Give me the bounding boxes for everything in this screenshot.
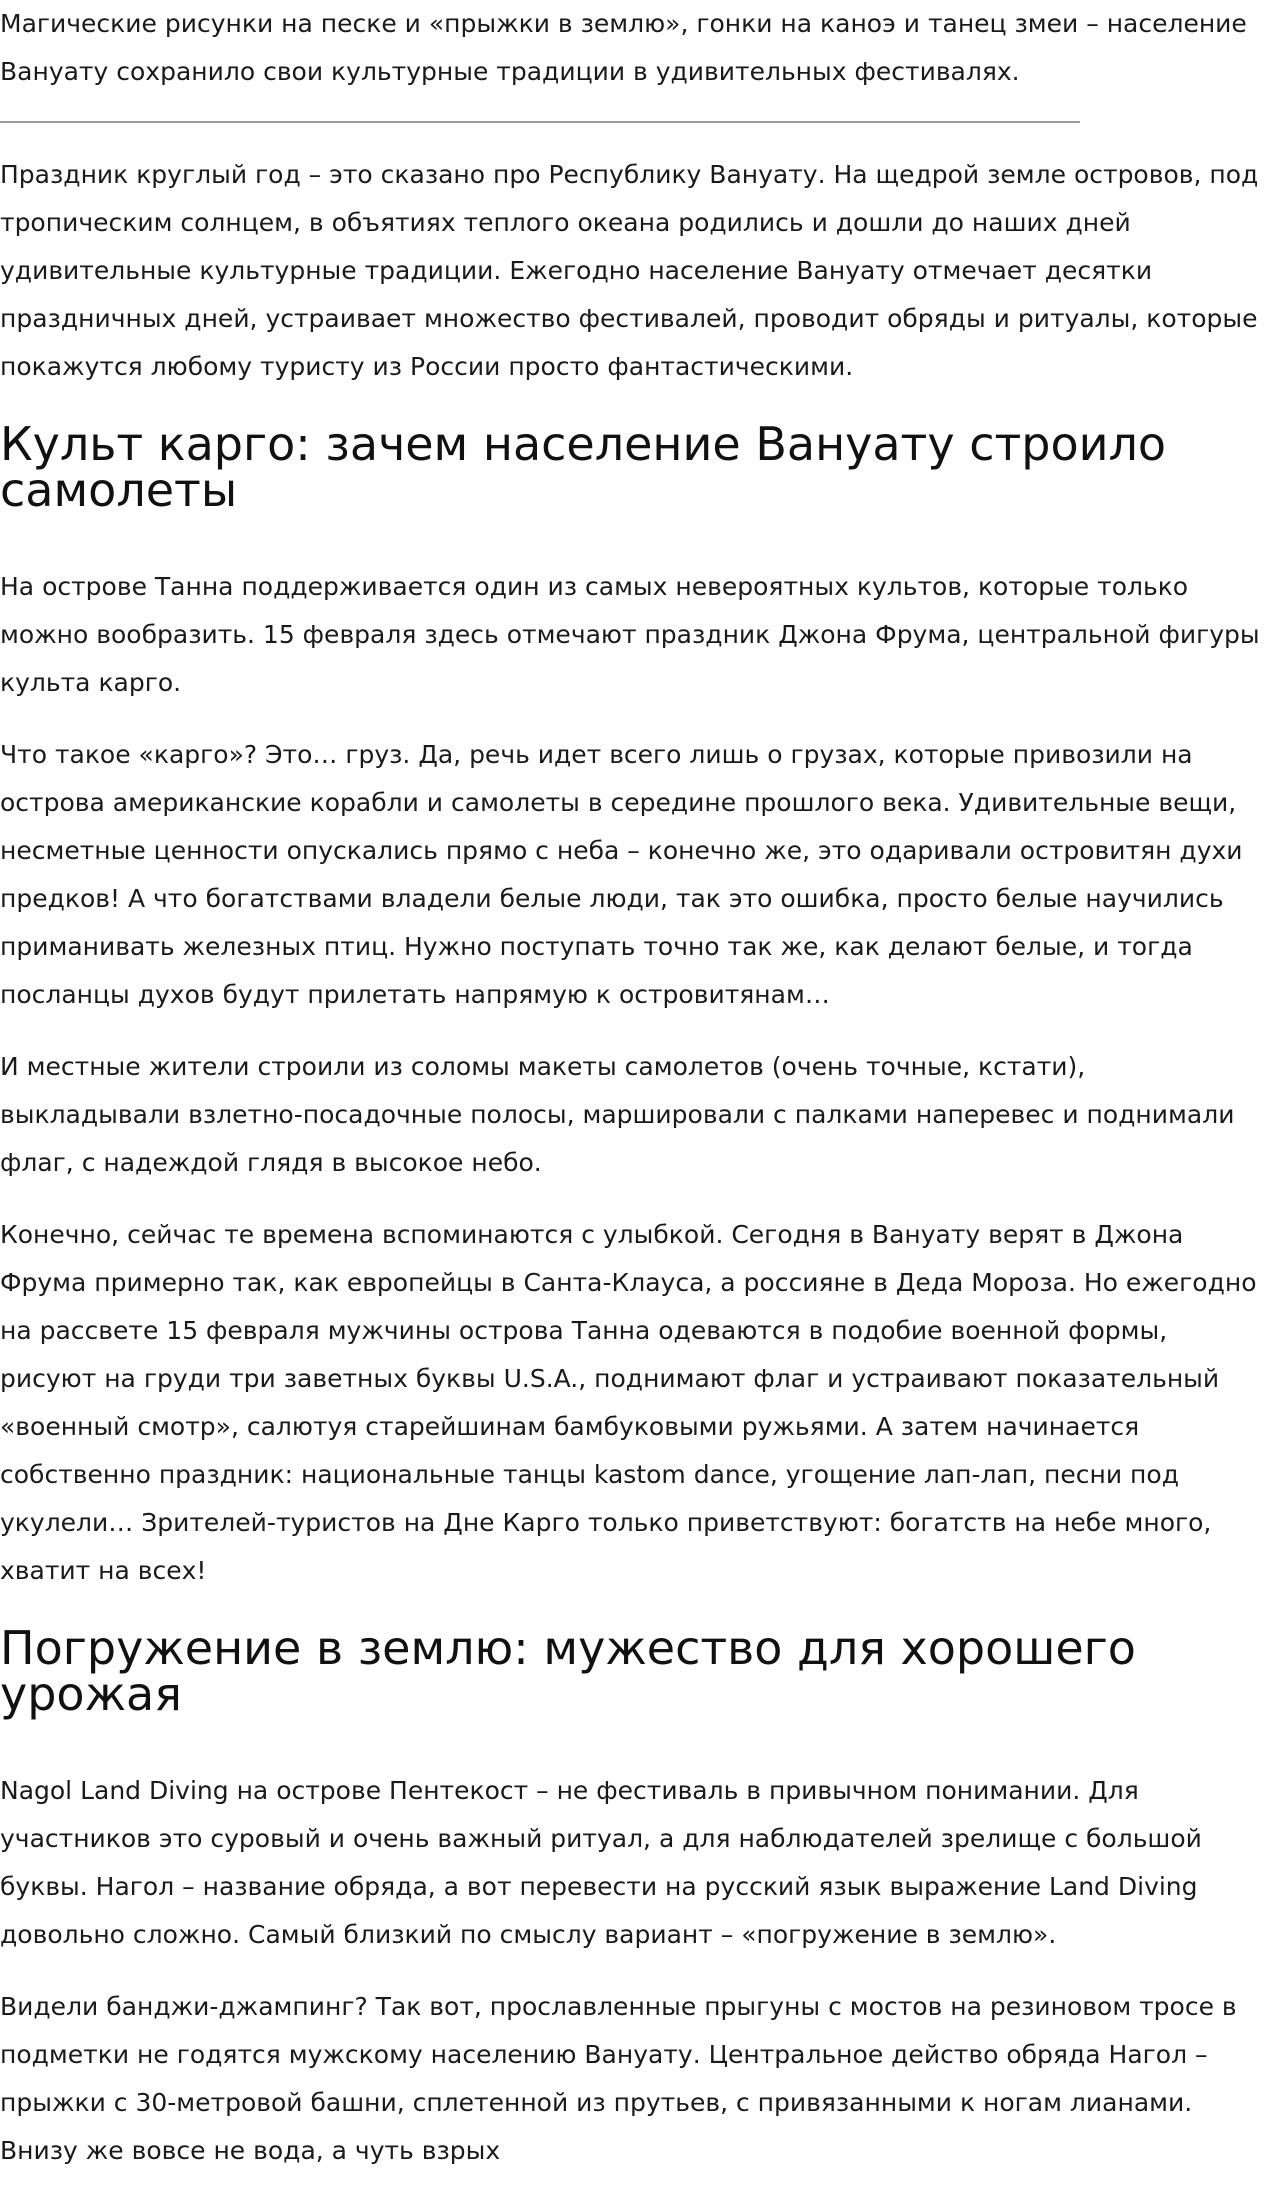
section1-paragraph: Конечно, сейчас те времена вспоминаются с улыбкой. Сегодня в Вануату верят в Джона Фрума примерно так, как европейцы в Санта-Клауса, а россияне в Деда Мороза. Но ежегодно на рассвете 15 февраля мужчины острова Танна одеваются в подобие военной формы, рисуют на груди три заветных буквы U.S.A., поднимают флаг и устраивают показательный «военный смотр», салютуя старейшинам бамбуковыми ружьями. А затем начинается собственно праздник: национальные танцы kastom dance, угощение лап-лап, песни под укулели… Зрителей-туристов на Дне Карго только приветствуют: богатств на небе много, хватит на всех! bbox=[0, 1220, 1257, 1585]
intro-paragraph: Праздник круглый год – это сказано про Республику Вануату. На щедрой земле островов, под тропическим солнцем, в объятиях теплого океана родились и дошли до наших дней удивительные культурные традиции. Ежегодно население Вануату отмечает десятки праздничных дней, устраивает множество фестивалей, проводит обряды и ритуалы, которые покажутся любому туристу из России просто фантастическими. bbox=[0, 160, 1259, 381]
section1-paragraph: На острове Танна поддерживается один из самых невероятных культов, которые только можно вообразить. 15 февраля здесь отмечают праздник Джона Фрума, центральной фигуры культа карго. bbox=[0, 572, 1260, 697]
section1-paragraph: И местные жители строили из соломы макеты самолетов (очень точные, кстати), выкладывали взлетно-посадочные полосы, маршировали с палками наперевес и поднимали флаг, с надеждой глядя в высокое небо. bbox=[0, 1052, 1235, 1177]
lead-divider bbox=[0, 121, 1080, 123]
section-heading-land-diving: Погружение в землю: мужество для хорошего урожая bbox=[0, 1621, 1136, 1721]
section2-paragraph: Видели банджи-джампинг? Так вот, прославленные прыгуны с мостов на резиновом тросе в подметки не годятся мужскому населению Вануату. Центральное действо обряда Нагол – прыжки с 30-метровой башни, сплетенной из прутьев, с привязанными к ногам лианами. Внизу же вовсе не вода, а чуть взрых bbox=[0, 1992, 1237, 2165]
section1-paragraph: Что такое «карго»? Это… груз. Да, речь идет всего лишь о грузах, которые привозили на острова американские корабли и самолеты в середине прошлого века. Удивительные вещи, несметные ценности опускались прямо с неба – конечно же, это одаривали островитян духи предков! А что богатствами владели белые люди, так это ошибка, просто белые научились приманивать железных птиц. Нужно поступать точно так же, как делают белые, и тогда посланцы духов будут прилетать напрямую к островитянам… bbox=[0, 740, 1243, 1009]
section-heading-cargo-cult: Культ карго: зачем население Вануату строило самолеты bbox=[0, 417, 1167, 517]
section2-paragraph: Nagol Land Diving на острове Пентекост – не фестиваль в привычном понимании. Для участников это суровый и очень важный ритуал, а для наблюдателей зрелище с большой буквы. Нагол – название обряда, а вот перевести на русский язык выражение Land Diving довольно сложно. Самый близкий по смыслу вариант – «погружение в землю». bbox=[0, 1776, 1202, 1949]
article-lead: Магические рисунки на песке и «прыжки в землю», гонки на каноэ и танец змеи – население Вануату сохранило свои культурные традиции в удивительных фестивалях. bbox=[0, 9, 1247, 86]
article-body bbox=[0, 151, 1266, 2199]
